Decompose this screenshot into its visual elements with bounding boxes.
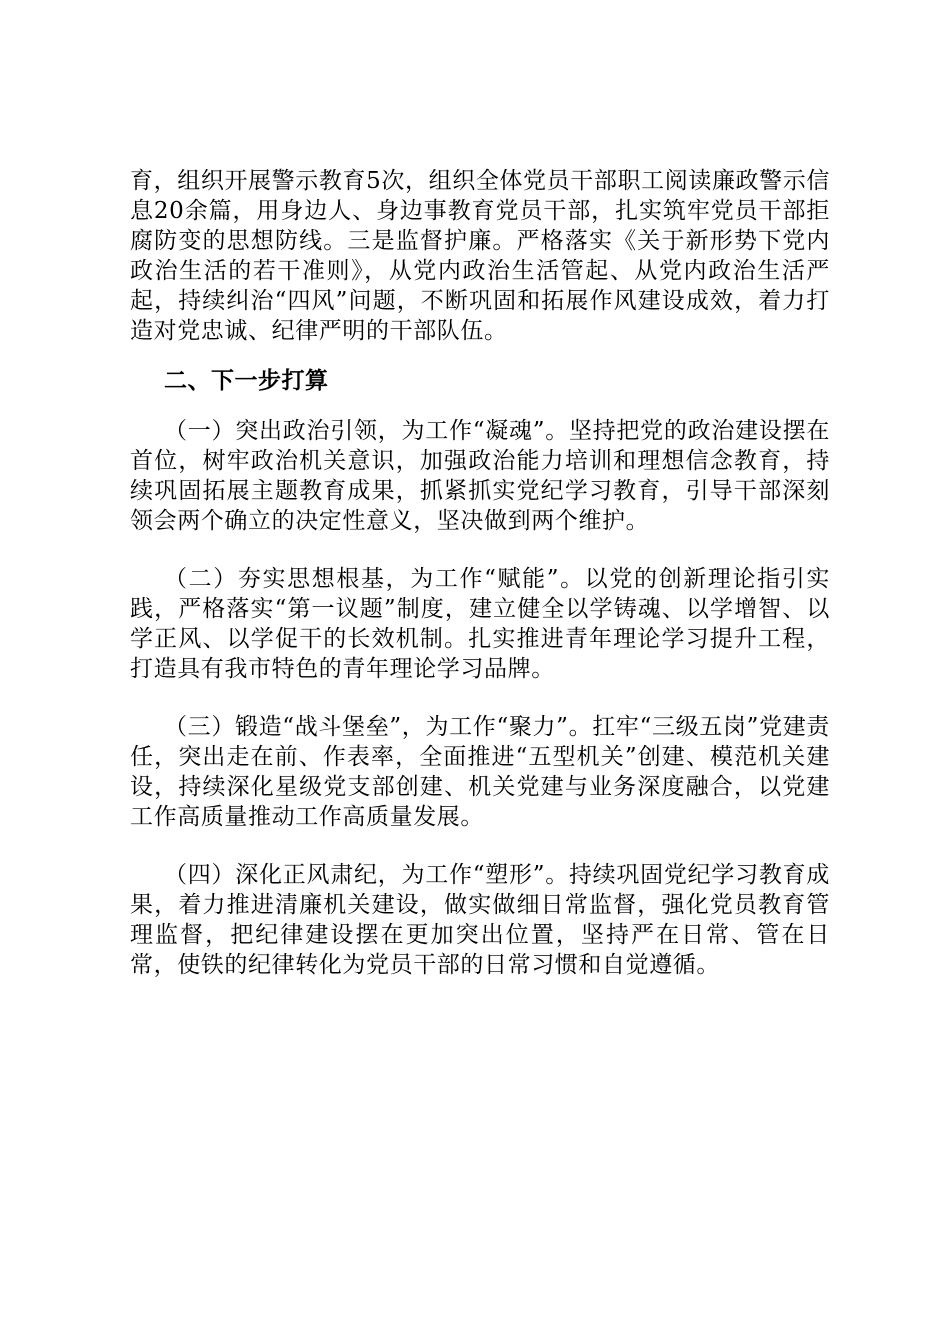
- item-paragraph-2: （二）夯实思想根基，为工作“赋能”。以党的创新理论指引实践，严格落实“第一议题”制度，建立健全以学铸魂、以学增智、以学正风、以学促干的长效机制。扎实推进青年理论学习提升工程，打造具有我市特色的青年理论学习品牌。: [130, 566, 830, 682]
- document-body: [130, 166, 830, 980]
- item-paragraph-3: （三）锻造“战斗堡垒”，为工作“聚力”。扛牢“三级五岗”党建责任，突出走在前、作表率，全面推进“五型机关”创建、模范机关建设，持续深化星级党支部创建、机关党建与业务深度融合，以党建工作高质量推动工作高质量发展。: [130, 714, 830, 830]
- paragraph-gap: [130, 536, 830, 564]
- paragraph-gap: [130, 832, 830, 860]
- paragraph-gap: [130, 684, 830, 712]
- item-paragraph-4: （四）深化正风肃纪，为工作“塑形”。持续巩固党纪学习教育成果，着力推进清廉机关建设，做实做细日常监督，强化党员教育管理监督，把纪律建设摆在更加突出位置，坚持严在日常、管在日常，使铁的纪律转化为党员干部的日常习惯和自觉遵循。: [130, 862, 830, 978]
- intro-paragraph: 育，组织开展警示教育5次，组织全体党员干部职工阅读廉政警示信息20余篇，用身边人、身边事教育党员干部，扎实筑牢党员干部拒腐防变的思想防线。三是监督护廉。严格落实《关于新形势下党内政治生活的若干准则》，从党内政治生活管起、从党内政治生活严起，持续纠治“四风”问题，不断巩固和拓展作风建设成效，着力打造对党忠诚、纪律严明的干部队伍。: [130, 168, 830, 344]
- section-heading: 二、下一步打算: [164, 368, 329, 394]
- item-paragraph-1: （一）突出政治引领，为工作“凝魂”。坚持把党的政治建设摆在首位，树牢政治机关意识，加强政治能力培训和理想信念教育，持续巩固拓展主题教育成果，抓紧抓实党纪学习教育，引导干部深刻领会两个确立的决定性意义，坚决做到两个维护。: [130, 418, 830, 534]
